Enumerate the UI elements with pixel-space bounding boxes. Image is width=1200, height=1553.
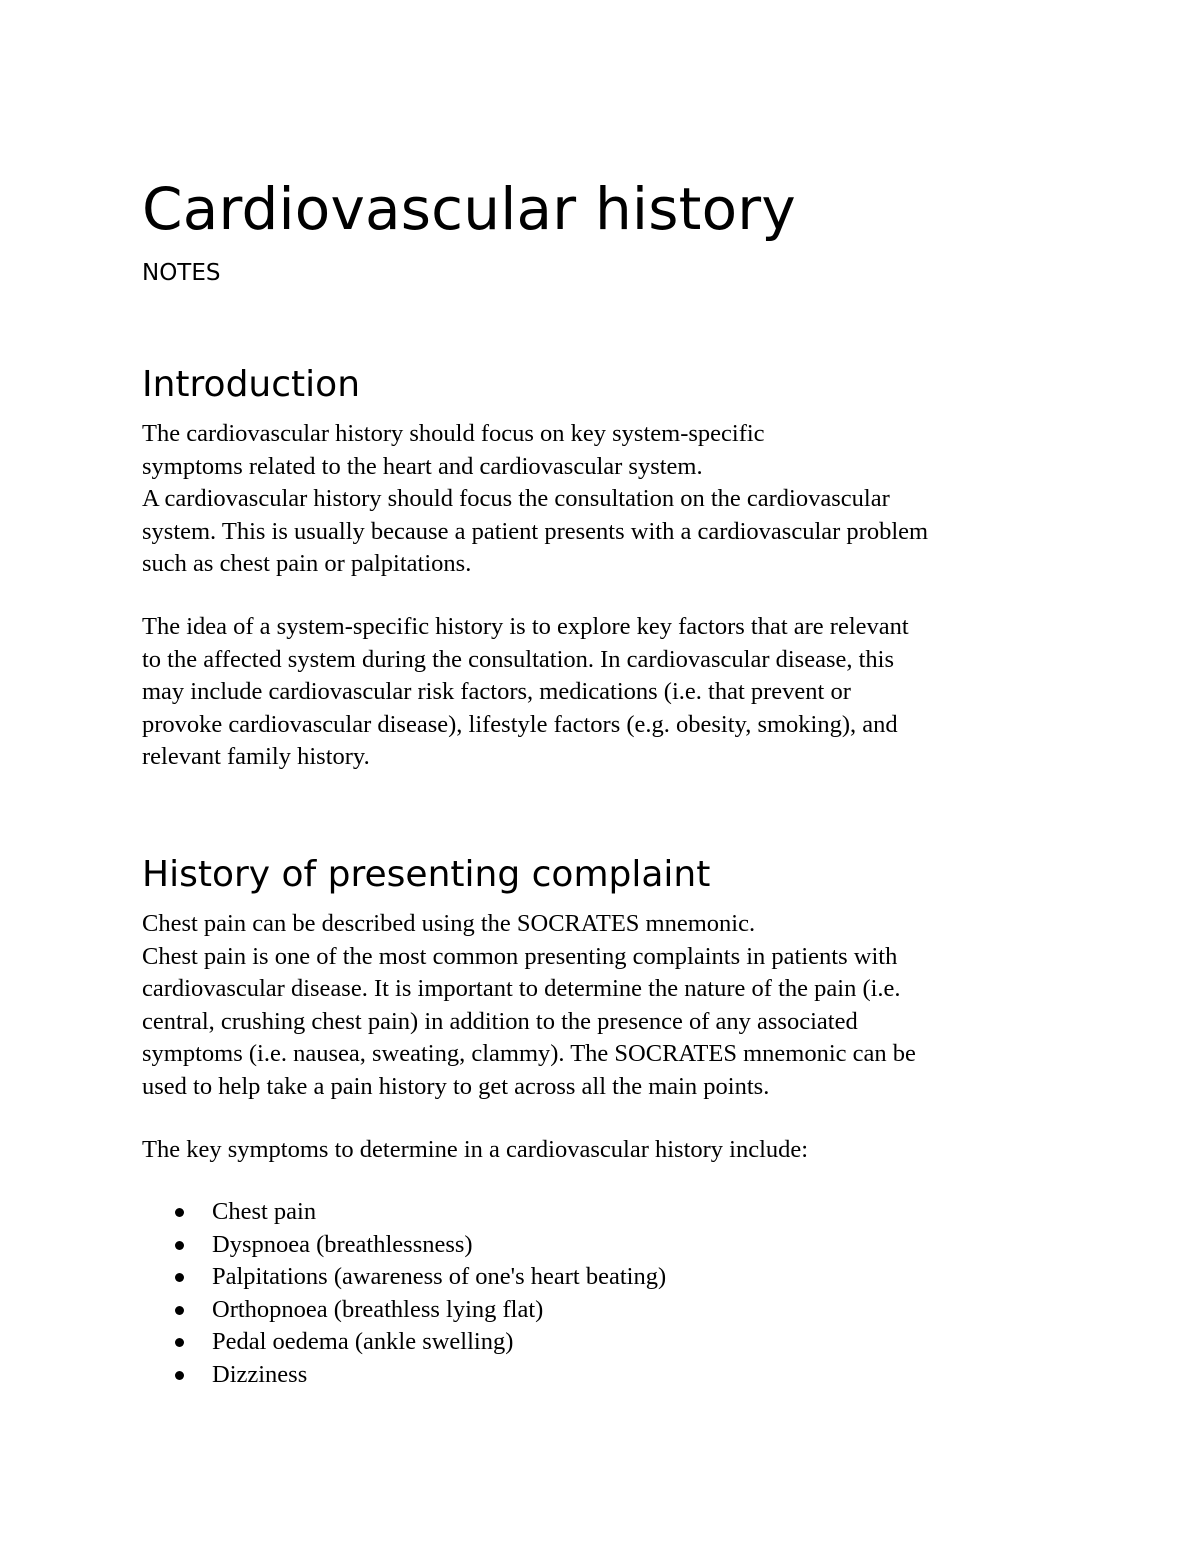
symptom-list [142,1196,1082,1392]
bullet-icon [175,1273,184,1282]
document-title: Cardiovascular history [142,175,796,243]
list-item [142,1261,1082,1294]
document-subtitle: NOTES [142,260,221,286]
text-line: A cardiovascular history should focus the consultation on the cardiovascular [142,485,890,513]
text-line: The idea of a system-specific history is to explore key factors that are relevant [142,612,909,640]
text-line: such as chest pain or palpitations. [142,550,472,578]
list-item [142,1326,1082,1359]
text-line: The cardiovascular history should focus on key system-specific [142,420,765,447]
text-line: Chest pain can be described using the SOCRATES mnemonic. [142,909,756,937]
text-line: provoke cardiovascular disease), lifestyle factors (e.g. obesity, smoking), and [142,710,898,738]
list-item [142,1359,1082,1392]
bullet-icon [175,1306,184,1315]
introduction-heading: Introduction [142,364,361,405]
list-item-text: Pedal oedema (ankle swelling) [212,1328,514,1356]
introduction-paragraph-2 [142,611,1082,774]
hpc-paragraph-2: The key symptoms to determine in a cardiovascular history include: [142,1135,809,1163]
text-line: central, crushing chest pain) in addition to the presence of any associated [142,1007,858,1035]
bullet-icon [175,1208,184,1217]
text-line: used to help take a pain history to get across all the main points. [142,1072,770,1100]
hpc-paragraph-1 [142,908,1082,1104]
text-line: symptoms related to the heart and cardiovascular system. [142,452,703,480]
text-line: may include cardiovascular risk factors, medications (i.e. that prevent or [142,678,851,706]
text-line: symptoms (i.e. nausea, sweating, clammy). The SOCRATES mnemonic can be [142,1040,916,1068]
document-content [142,170,1082,1392]
bullet-icon [175,1338,184,1347]
list-item-text: Palpitations (awareness of one's heart beating) [212,1263,667,1291]
text-line: system. This is usually because a patient presents with a cardiovascular problem [142,517,929,545]
bullet-icon [175,1371,184,1380]
text-line: to the affected system during the consultation. In cardiovascular disease, this [142,645,895,673]
list-item-text: Orthopnoea (breathless lying flat) [212,1295,544,1323]
bullet-icon [175,1241,184,1250]
text-line: relevant family history. [142,743,370,771]
introduction-paragraph-1 [142,418,1082,581]
list-item-text: Dizziness [212,1361,308,1389]
list-item [142,1294,1082,1327]
list-item [142,1196,1082,1229]
list-item [142,1229,1082,1262]
list-item-text: Dyspnoea (breathlessness) [212,1230,473,1258]
hpc-heading: History of presenting complaint [142,853,711,895]
list-item-text: Chest pain [212,1198,317,1226]
text-line: Chest pain is one of the most common presenting complaints in patients with [142,942,898,970]
text-line: cardiovascular disease. It is important to determine the nature of the pain (i.e. [142,975,901,1003]
